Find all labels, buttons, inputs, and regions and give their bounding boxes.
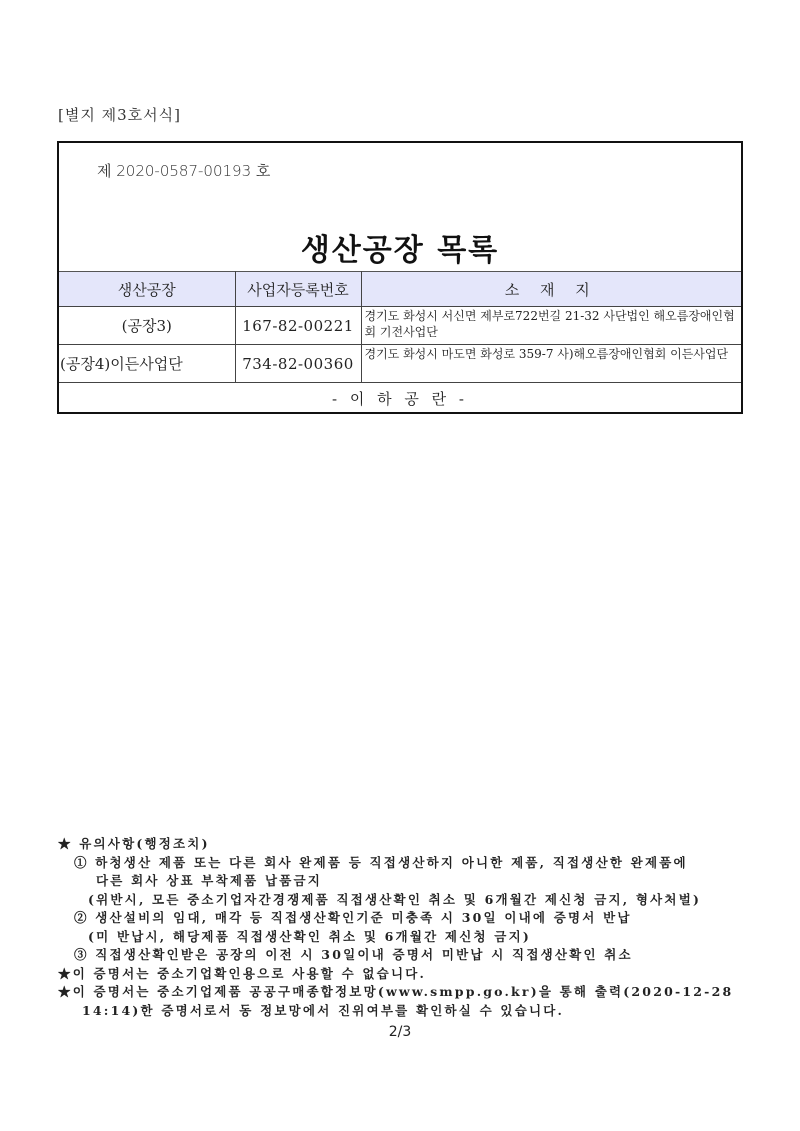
notes-section xyxy=(58,835,758,1020)
factory-address: 경기도 화성시 마도면 화성로 359-7 사)해오름장애인협회 이든사업단 xyxy=(361,345,741,383)
table-row xyxy=(59,345,741,383)
page-title: 생산공장 목록 xyxy=(300,233,500,268)
table-header-row xyxy=(59,272,741,307)
registration-number: 167-82-00221 xyxy=(235,307,361,345)
note-item: 다른 회사 상표 부착제품 납품금지 xyxy=(96,873,323,888)
certificate-number: 제 2020-0587-00193 호 xyxy=(97,162,271,180)
note-item: ① 하청생산 제품 또는 다른 회사 완제품 등 직접생산하지 아니한 제품, 직접생산한 완제품에 xyxy=(74,854,688,870)
end-of-list-marker: - 이 하 공 란 - xyxy=(59,383,741,415)
form-label: [별지 제3호서식] xyxy=(58,106,181,124)
page-number: 2/3 xyxy=(388,1024,412,1040)
notes-heading: ★ 유의사항(행정조치) xyxy=(58,836,210,851)
factory-address: 경기도 화성시 서신면 제부로722번길 21-32 사단법인 해오름장애인협회 기전사업단 xyxy=(361,307,741,345)
end-of-list-row xyxy=(59,383,741,415)
header-registration-no: 사업자등록번호 xyxy=(235,272,361,307)
issued-notice-line1: ★이 증명서는 중소기업제품 공공구매종합정보망(www.smpp.go.kr)을 통해 출력(2020-12-28 xyxy=(58,984,734,999)
factory-name: (공장3) xyxy=(59,307,235,345)
issued-notice-line2: 14:14)한 증명서로서 동 정보망에서 진위여부를 확인하실 수 있습니다. xyxy=(82,1002,565,1018)
factory-table xyxy=(59,271,741,414)
note-item: ② 생산설비의 임대, 매각 등 직접생산확인기준 미충족 시 30일 이내에 증명서 반납 xyxy=(74,910,632,925)
registration-number: 734-82-00360 xyxy=(235,345,361,383)
header-factory: 생산공장 xyxy=(59,272,235,307)
table-row xyxy=(59,307,741,345)
document-box xyxy=(57,141,743,414)
note-item: ③ 직접생산확인받은 공장의 이전 시 30일이내 증명서 미반납 시 직접생산확인 취소 xyxy=(74,947,633,962)
usage-warning: ★이 증명서는 중소기업확인용으로 사용할 수 없습니다. xyxy=(58,965,427,981)
factory-name: (공장4)이든사업단 xyxy=(59,345,235,383)
note-item: (위반시, 모든 중소기업자간경쟁제품 직접생산확인 취소 및 6개월간 제신청 금지, 형사처벌) xyxy=(88,891,702,907)
header-address: 소 재 지 xyxy=(361,272,741,307)
note-item: (미 반납시, 해당제품 직접생산확인 취소 및 6개월간 제신청 금지) xyxy=(88,928,531,944)
